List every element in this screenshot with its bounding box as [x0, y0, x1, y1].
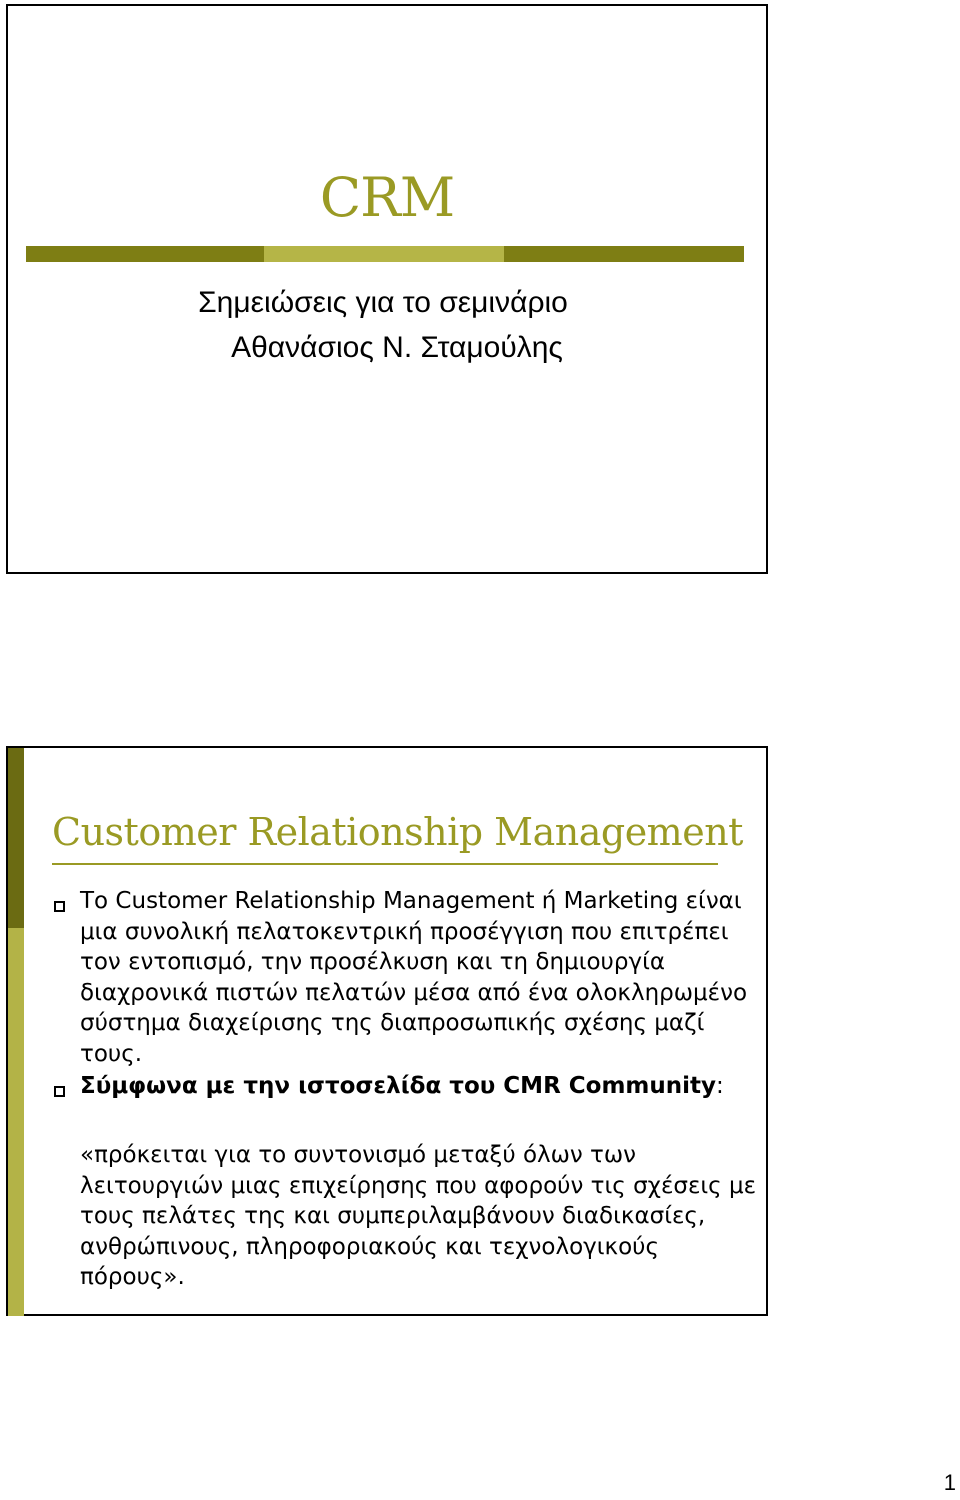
title-bar-segment-3 [504, 246, 744, 262]
title-bar-segment-2 [264, 246, 504, 262]
slide-2-title: Customer Relationship Management [52, 810, 743, 854]
slide-2 [6, 746, 768, 1316]
slide-1-title: CRM [319, 166, 455, 229]
side-strip-light [8, 928, 24, 1316]
slide-1 [6, 4, 768, 574]
bullet-2-text [80, 1071, 760, 1102]
title-bar-segment-1 [26, 246, 264, 262]
side-strip-dark [8, 748, 24, 928]
title-underline [52, 863, 718, 865]
quote-text: «πρόκειται για το συντονισμό μεταξύ όλων των λειτουργιών μιας επιχείρησης που αφορούν τις σχέσεις με τους πελάτες της και συμπεριλαμβάνουν διαδικασίες, ανθρώπινους, πληροφοριακούς και τεχνολογικούς πόρους». [80, 1142, 757, 1290]
bullet-1-text: Το Customer Relationship Management ή Marketing είναι μια συνολική πελατοκεντρική προσέγγιση που επιτρέπει τον εντοπισμό, την προσέλκυση και τη δημιουργία διαχρονικά πιστών πελατών μέσα από ένα ολοκληρωμένο σύστημα διαχείρισης της διαπροσωπικής σχέσης μαζί τους. [80, 888, 748, 1067]
square-bullet-icon [54, 1086, 65, 1097]
slide-1-subtitle-line-1: Σημειώσεις για το σεμινάριο [198, 286, 568, 319]
bullet-2-colon: : [716, 1073, 724, 1099]
bullet-2-bold: Σύμφωνα με την ιστοσελίδα του CMR Community [80, 1073, 717, 1099]
square-bullet-icon [54, 901, 65, 912]
page-number: 1 [943, 1470, 956, 1495]
slide-1-subtitle-line-2: Αθανάσιος Ν. Σταμούλης [231, 331, 563, 364]
